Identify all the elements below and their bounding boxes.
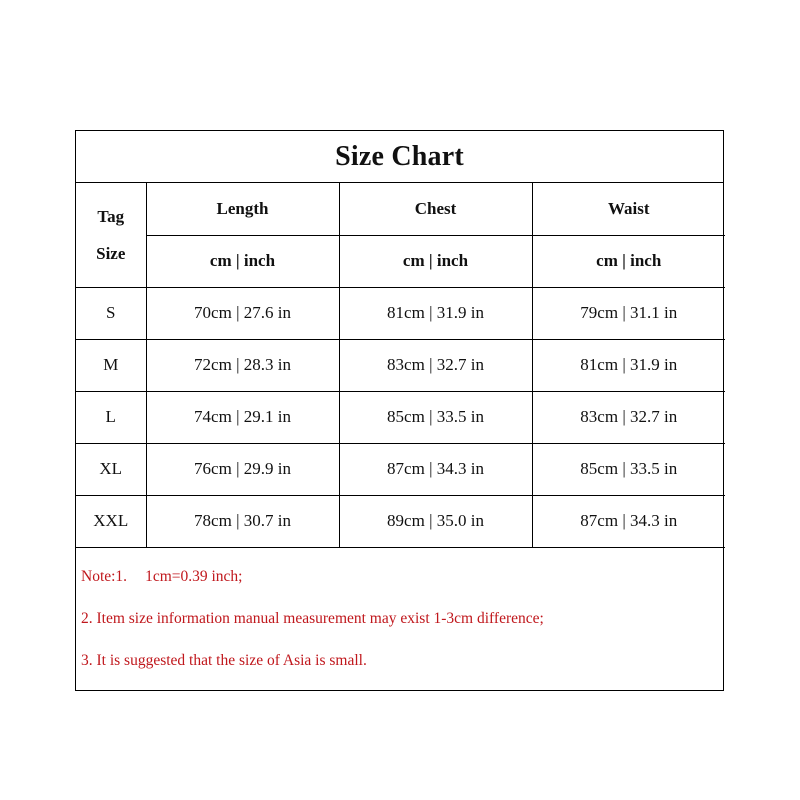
page-title: Size Chart	[76, 131, 723, 183]
column-header-waist: Waist	[532, 183, 725, 235]
table-row	[76, 391, 725, 443]
chest-cell: 85cm | 33.5 in	[339, 391, 532, 443]
table-row	[76, 495, 725, 547]
note-1-text: 1cm=0.39 inch;	[145, 567, 243, 585]
waist-cell: 81cm | 31.9 in	[532, 339, 725, 391]
waist-cell: 87cm | 34.3 in	[532, 495, 725, 547]
unit-chest: cm | inch	[339, 235, 532, 287]
unit-waist: cm | inch	[532, 235, 725, 287]
note-1	[81, 556, 723, 598]
chest-cell: 87cm | 34.3 in	[339, 443, 532, 495]
tag-header-line-1: Tag	[97, 206, 125, 226]
size-table	[76, 183, 725, 548]
size-label: M	[76, 339, 146, 391]
length-cell: 72cm | 28.3 in	[146, 339, 339, 391]
table-unit-row	[76, 235, 725, 287]
column-header-length: Length	[146, 183, 339, 235]
size-label: S	[76, 287, 146, 339]
length-cell: 70cm | 27.6 in	[146, 287, 339, 339]
length-cell: 74cm | 29.1 in	[146, 391, 339, 443]
table-row	[76, 339, 725, 391]
size-label: XXL	[76, 495, 146, 547]
waist-cell: 79cm | 31.1 in	[532, 287, 725, 339]
chest-cell: 83cm | 32.7 in	[339, 339, 532, 391]
tag-size-header	[76, 183, 146, 287]
table-row	[76, 287, 725, 339]
size-chart-sheet	[75, 130, 724, 691]
waist-cell: 83cm | 32.7 in	[532, 391, 725, 443]
note-3: 3. It is suggested that the size of Asia is small.	[81, 651, 367, 669]
note-1-prefix: Note:1.	[81, 567, 128, 585]
table-row	[76, 443, 725, 495]
column-header-chest: Chest	[339, 183, 532, 235]
size-label: L	[76, 391, 146, 443]
note-2: 2. Item size information manual measurement may exist 1-3cm difference;	[81, 609, 544, 627]
unit-length: cm | inch	[146, 235, 339, 287]
chest-cell: 81cm | 31.9 in	[339, 287, 532, 339]
tag-header-line-2: Size	[96, 243, 126, 263]
length-cell: 78cm | 30.7 in	[146, 495, 339, 547]
waist-cell: 85cm | 33.5 in	[532, 443, 725, 495]
table-header-row	[76, 183, 725, 235]
notes-section	[76, 556, 723, 682]
size-label: XL	[76, 443, 146, 495]
length-cell: 76cm | 29.9 in	[146, 443, 339, 495]
chest-cell: 89cm | 35.0 in	[339, 495, 532, 547]
